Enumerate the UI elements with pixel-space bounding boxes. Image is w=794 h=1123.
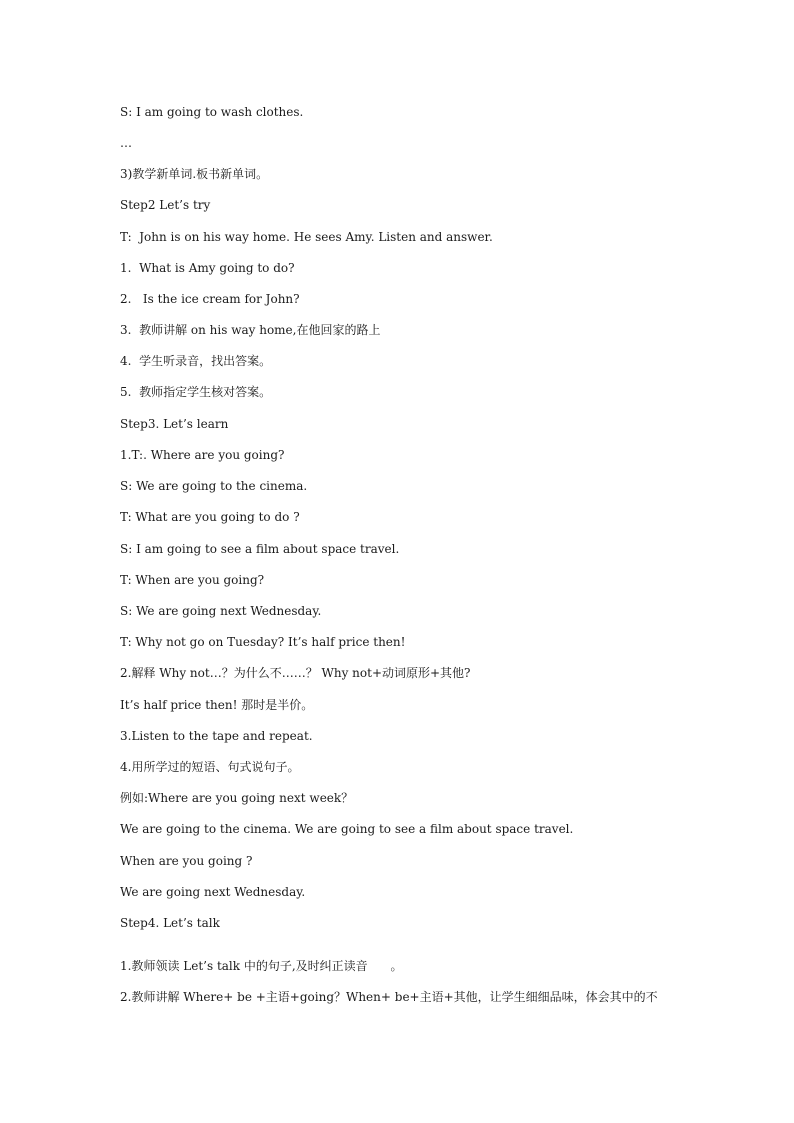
text-line: 4.用所学过的短语、句式说句子。 <box>120 760 300 774</box>
text-line: 1. What is Amy going to do? <box>120 261 295 275</box>
text-line: Step2 Let’s try <box>120 198 211 212</box>
text-line: 1.教师领读 Let’s talk 中的句子,及时纠正读音 。 <box>120 959 403 973</box>
text-line: Step4. Let’s talk <box>120 916 220 930</box>
text-line: 2.教师讲解 Where+ be +主语+going？When+ be+主语+其他，让学生细细品味，体会其中的不 <box>120 990 658 1004</box>
text-line: T: Why not go on Tuesday? It’s half price then! <box>120 635 406 649</box>
text-line: S: I am going to see a film about space travel. <box>120 542 400 556</box>
text-line: 1.T:. Where are you going? <box>120 448 285 462</box>
text-line: T: When are you going? <box>120 573 265 587</box>
text-line: Step3. Let’s learn <box>120 417 229 431</box>
text-line: 3)教学新单词.板书新单词。 <box>120 167 269 181</box>
text-line: S: We are going next Wednesday. <box>120 604 322 618</box>
text-line: 3. 教师讲解 on his way home,在他回家的路上 <box>120 323 381 337</box>
text-line: S: We are going to the cinema. <box>120 479 308 493</box>
text-line: T: What are you going to do ? <box>120 510 300 524</box>
text-line: 例如:Where are you going next week？ <box>120 791 354 805</box>
text-line: 3.Listen to the tape and repeat. <box>120 729 313 743</box>
text-line: We are going next Wednesday. <box>120 885 306 899</box>
text-line: It’s half price then! 那时是半价。 <box>120 698 314 712</box>
text-line: 5. 教师指定学生核对答案。 <box>120 385 272 399</box>
text-line: S: I am going to wash clothes. <box>120 105 304 119</box>
text-line: 4. 学生听录音，找出答案。 <box>120 354 272 368</box>
text-line: When are you going ? <box>120 854 253 868</box>
text-line: 2. Is the ice cream for John? <box>120 292 300 306</box>
text-line: T: John is on his way home. He sees Amy. Listen and answer. <box>120 230 493 244</box>
text-line: 2.解释 Why not…？为什么不……？ Why not+动词原形+其他? <box>120 666 471 680</box>
text-line: We are going to the cinema. We are going to see a film about space travel. <box>120 822 574 836</box>
text-line: … <box>120 136 132 150</box>
